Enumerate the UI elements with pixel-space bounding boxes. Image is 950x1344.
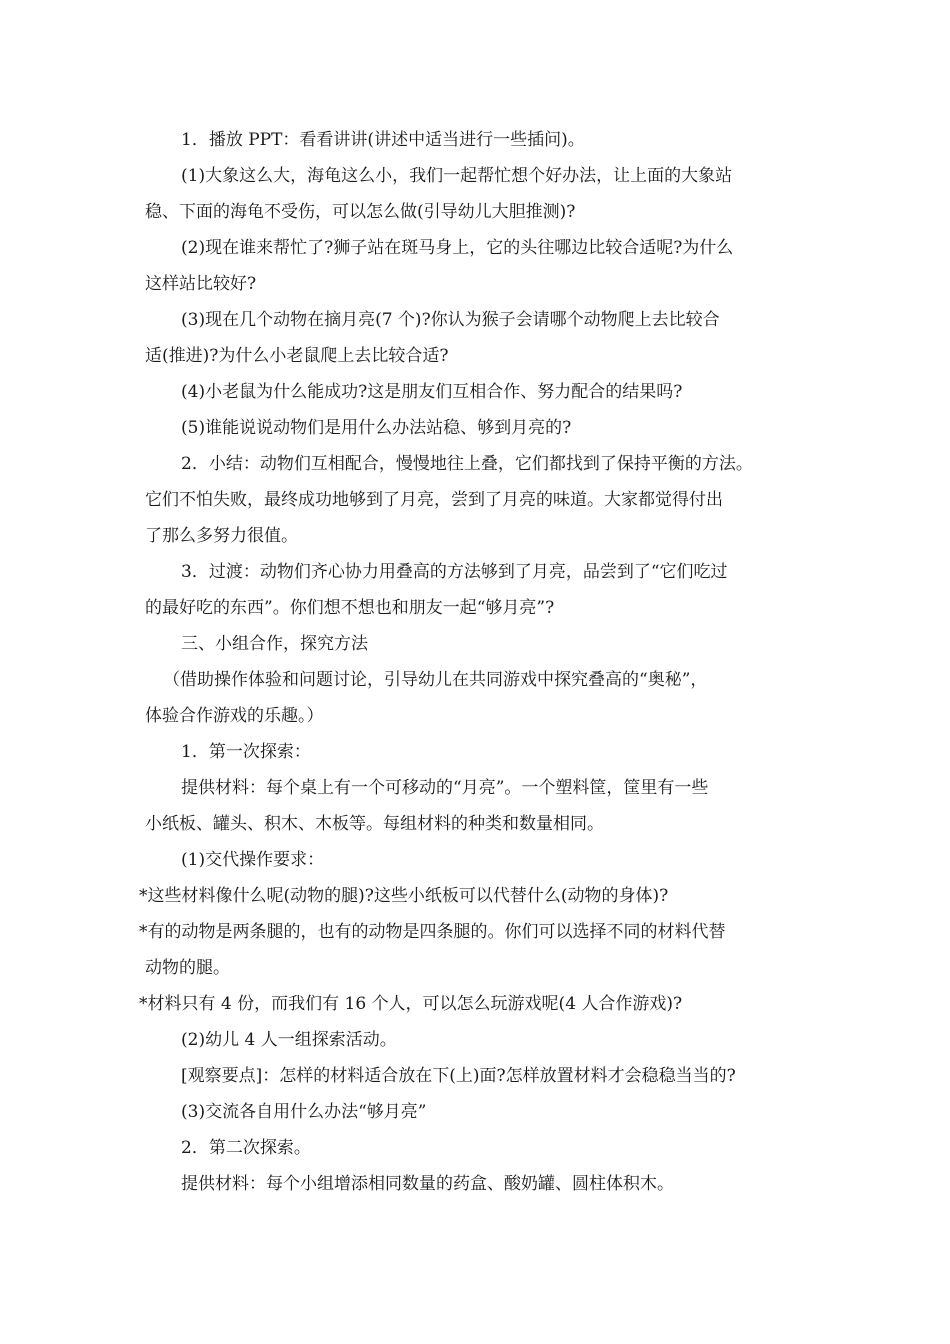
text-line: 了那么多努力很值。 <box>145 526 298 546</box>
text-line: 稳、下面的海龟不受伤，可以怎么做(引导幼儿大胆推测)? <box>145 202 576 222</box>
text-line: 提供材料：每个小组增添相同数量的药盒、酸奶罐、圆柱体积木。 <box>181 1174 674 1194</box>
text-line: (4)小老鼠为什么能成功?这是朋友们互相合作、努力配合的结果吗? <box>181 382 683 402</box>
text-line: 体验合作游戏的乐趣。） <box>145 706 324 726</box>
text-line: （借助操作体验和问题讨论，引导幼儿在共同游戏中探究叠高的“奥秘”， <box>163 670 708 690</box>
text-line: 它们不怕失败，最终成功地够到了月亮，尝到了月亮的味道。大家都觉得付出 <box>145 490 723 510</box>
text-line: [观察要点]：怎样的材料适合放在下(上)面?怎样放置材料才会稳稳当当的? <box>181 1066 736 1086</box>
text-line: 3．过渡：动物们齐心协力用叠高的方法够到了月亮，品尝到了“它们吃过 <box>181 562 728 582</box>
section-heading: 三、小组合作，探究方法 <box>181 634 368 654</box>
text-line: 这样站比较好? <box>145 274 257 294</box>
text-line: (1)大象这么大，海龟这么小，我们一起帮忙想个好办法，让上面的大象站 <box>181 166 733 186</box>
text-line: (1)交代操作要求： <box>181 850 325 870</box>
text-line: 1．播放 PPT：看看讲讲(讲述中适当进行一些插问)。 <box>181 130 585 150</box>
text-line: 1．第一次探索： <box>181 742 311 762</box>
text-line: (5)谁能说说动物们是用什么办法站稳、够到月亮的? <box>181 418 572 438</box>
text-line: (2)现在谁来帮忙了?狮子站在斑马身上，它的头往哪边比较合适呢?为什么 <box>181 238 734 258</box>
text-line: (2)幼儿 4 人一组探索活动。 <box>181 1030 397 1050</box>
text-line: 小纸板、罐头、积木、木板等。每组材料的种类和数量相同。 <box>145 814 604 834</box>
text-line: *这些材料像什么呢(动物的腿)?这些小纸板可以代替什么(动物的身体)? <box>139 886 669 906</box>
text-line: (3)现在几个动物在摘月亮(7 个)?你认为猴子会请哪个动物爬上去比较合 <box>181 310 720 330</box>
text-line: 适(推进)?为什么小老鼠爬上去比较合适? <box>145 346 449 366</box>
text-line: 动物的腿。 <box>145 958 230 978</box>
text-line: 的最好吃的东西”。你们想不想也和朋友一起“够月亮”? <box>145 598 555 618</box>
text-line: 2．小结：动物们互相配合，慢慢地往上叠，它们都找到了保持平衡的方法。 <box>181 454 753 474</box>
text-line: *材料只有 4 份，而我们有 16 个人，可以怎么玩游戏呢(4 人合作游戏)? <box>139 994 683 1014</box>
text-line: *有的动物是两条腿的，也有的动物是四条腿的。你们可以选择不同的材料代替 <box>139 922 726 942</box>
text-line: (3)交流各自用什么办法“够月亮” <box>181 1102 427 1122</box>
text-line: 2．第二次探索。 <box>181 1138 311 1158</box>
text-line: 提供材料：每个桌上有一个可移动的“月亮”。一个塑料筐，筐里有一些 <box>181 778 709 798</box>
